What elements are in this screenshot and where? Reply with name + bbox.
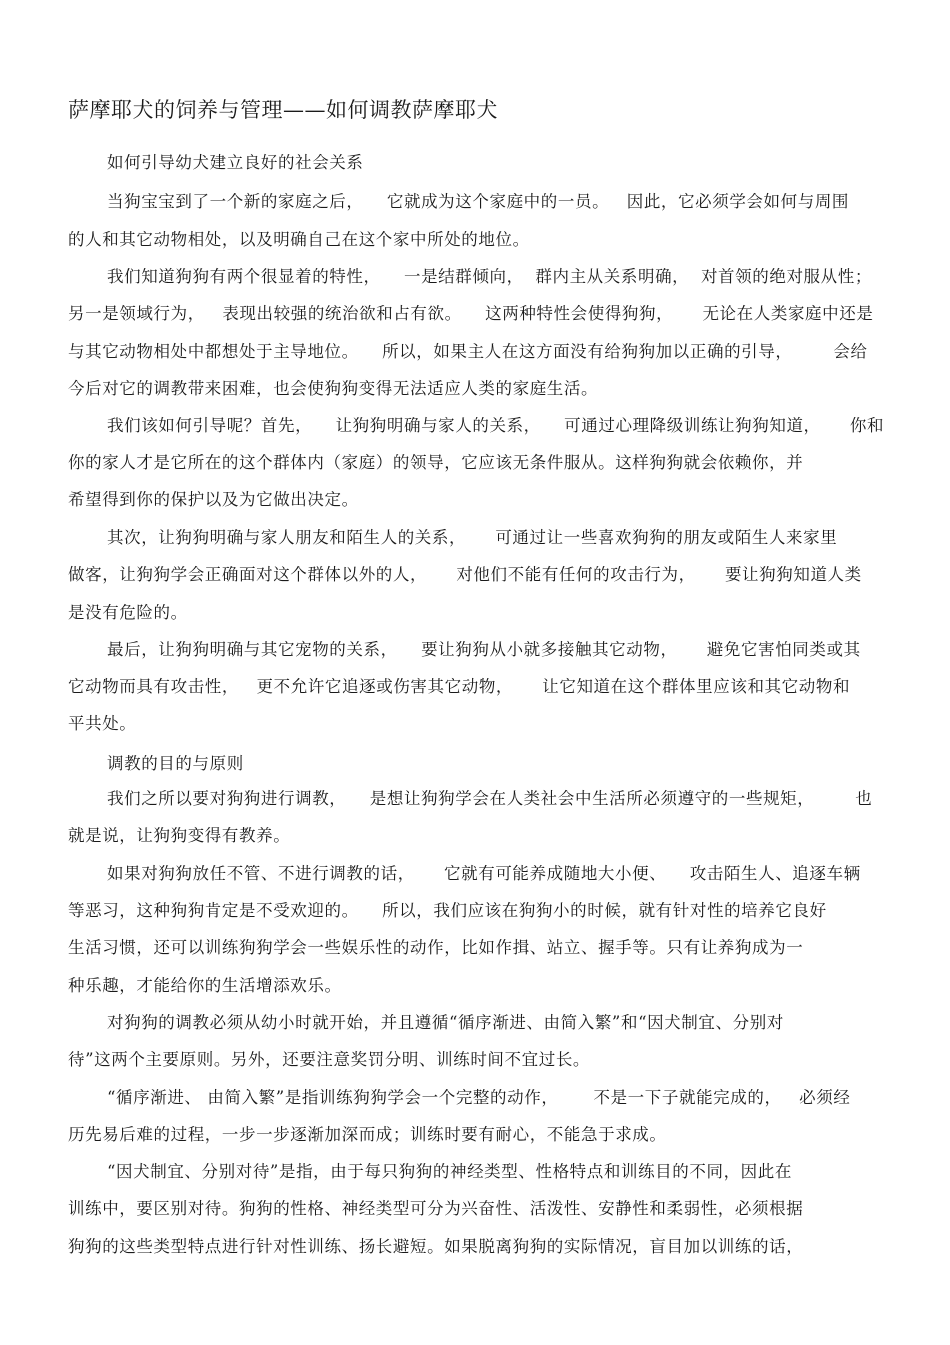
paragraph-line: 对狗狗的调教必须从幼小时就开始，并且遵循“循序渐进、由简入繁”和“因犬制宜、分别对 [107,1013,784,1032]
paragraph-line: 我们之所以要对狗狗进行调教， 是想让狗狗学会在人类社会中生活所必须遵守的一些规矩， 也 [107,789,873,808]
paragraph-line: 最后，让狗狗明确与其它宠物的关系， 要让狗狗从小就多接触其它动物， 避免它害怕同类或其 [107,640,861,659]
section-heading: 如何引导幼犬建立良好的社会关系 [107,153,364,172]
paragraph-line: 训练中，要区别对待。狗狗的性格、神经类型可分为兴奋性、活泼性、安静性和柔弱性，必须根据 [68,1199,804,1218]
paragraph-line: 我们该如何引导呢？首先， 让狗狗明确与家人的关系， 可通过心理降级训练让狗狗知道， 你和 [107,416,885,435]
paragraph-line: “因犬制宜、分别对待”是指，由于每只狗狗的神经类型、性格特点和训练目的不同，因此在 [107,1162,792,1181]
paragraph-line: 另一是领域行为， 表现出较强的统治欲和占有欲。 这两种特性会使得狗狗， 无论在人类家庭中还是 [68,304,874,323]
paragraph-line: 等恶习，这种狗狗肯定是不受欢迎的。 所以，我们应该在狗狗小的时候，就有针对性的培养它良好 [68,901,827,920]
paragraph-line: 今后对它的调教带来困难，也会使狗狗变得无法适应人类的家庭生活。 [68,379,599,398]
paragraph-line: 做客，让狗狗学会正确面对这个群体以外的人， 对他们不能有任何的攻击行为， 要让狗狗知道人类 [68,565,862,584]
paragraph-line: 是没有危险的。 [68,603,188,622]
paragraph-line: 就是说，让狗狗变得有教养。 [68,826,291,845]
document-title: 萨摩耶犬的饲养与管理——如何调教萨摩耶犬 [68,98,498,122]
paragraph-line: 历先易后难的过程，一步一步逐渐加深而成；训练时要有耐心，不能急于求成。 [68,1125,667,1144]
paragraph-line: 它动物而具有攻击性， 更不允许它追逐或伤害其它动物， 让它知道在这个群体里应该和其它动物和 [68,677,851,696]
paragraph-line: 狗狗的这些类型特点进行针对性训练、扬长避短。如果脱离狗狗的实际情况，盲目加以训练的话， [68,1237,804,1256]
paragraph-line: 的人和其它动物相处，以及明确自己在这个家中所处的地位。 [68,230,530,249]
paragraph-line: 与其它动物相处中都想处于主导地位。 所以，如果主人在这方面没有给狗狗加以正确的引导， 会给 [68,342,868,361]
paragraph-line: 其次，让狗狗明确与家人朋友和陌生人的关系， 可通过让一些喜欢狗狗的朋友或陌生人来家里 [107,528,838,547]
section-heading: 调教的目的与原则 [107,754,244,773]
paragraph-line: 生活习惯，还可以训练狗狗学会一些娱乐性的动作，比如作揖、站立、握手等。只有让养狗成为一 [68,938,804,957]
paragraph-line: 我们知道狗狗有两个很显着的特性， 一是结群倾向， 群内主从关系明确， 对首领的绝对服从性； [107,267,872,286]
paragraph-line: 如果对狗狗放任不管、不进行调教的话， 它就有可能养成随地大小便、 攻击陌生人、追逐车辆 [107,864,861,883]
paragraph-line: 希望得到你的保护以及为它做出决定。 [68,490,359,509]
paragraph-line: 待”这两个主要原则。另外，还要注意奖罚分明、训练时间不宜过长。 [68,1050,591,1069]
paragraph-line: 种乐趣，才能给你的生活增添欢乐。 [68,976,342,995]
paragraph-line: 平共处。 [68,714,137,733]
paragraph-line: “循序渐进、 由简入繁”是指训练狗狗学会一个完整的动作， 不是一下子就能完成的， 必须经 [107,1088,851,1107]
paragraph-line: 你的家人才是它所在的这个群体内（家庭）的领导，它应该无条件服从。这样狗狗就会依赖你，并 [68,453,804,472]
paragraph-line: 当狗宝宝到了一个新的家庭之后， 它就成为这个家庭中的一员。 因此，它必须学会如何与周围 [107,192,850,211]
